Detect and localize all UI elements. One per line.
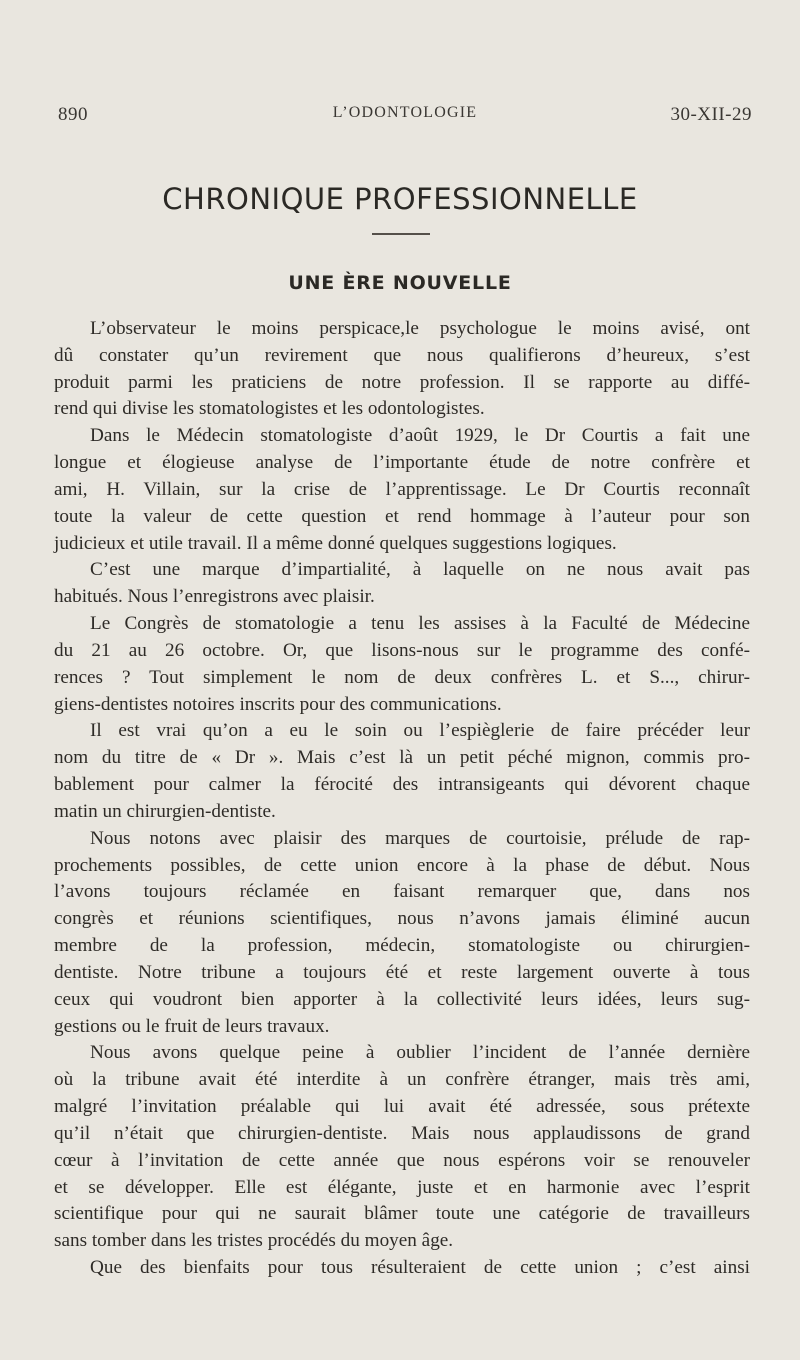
issue-date: 30-XII-29 [670,104,752,125]
text-line: prochements possibles, de cette union encore à la phase de début. Nous [54,854,750,876]
text-line: L’observateur le moins perspicace,le psychologue le moins avisé, ont [90,318,750,339]
text-line: Dans le Médecin stomatologiste d’août 1929, le Dr Courtis a fait une [90,425,750,447]
text-line: Nous avons quelque peine à oublier l’incident de l’année dernière [90,1042,750,1064]
text-line: produit parmi les praticiens de notre profession. Il se rapporte au diffé- [54,371,750,393]
article-body [54,316,750,1282]
text-line: giens-dentistes notoires inscrits pour des communications. [54,693,502,715]
text-line: l’avons toujours réclamée en faisant remarquer que, dans nos [54,881,750,903]
text-line: cœur à l’invitation de cette année que nous espérons voir se renouveler [54,1149,750,1171]
text-line: ami, H. Villain, sur la crise de l’apprentissage. Le Dr Courtis reconnaît [54,478,750,500]
text-line: dentiste. Notre tribune a toujours été et reste largement ouverte à tous [54,961,750,983]
text-line: bablement pour calmer la férocité des intransigeants qui dévorent chaque [54,774,750,796]
text-line: dû constater qu’un revirement que nous qualifierons d’heureux, s’est [54,344,750,366]
text-line: qu’il n’était que chirurgien-dentiste. Mais nous applaudissons de grand [54,1122,750,1144]
text-line: habitués. Nous l’enregistrons avec plaisir. [54,586,375,608]
text-line: gestions ou le fruit de leurs travaux. [54,1015,330,1037]
text-line: où la tribune avait été interdite à un confrère étranger, mais très ami, [54,1069,750,1091]
text-line: rences ? Tout simplement le nom de deux confrères L. et S..., chirur- [54,666,750,688]
text-line: scientifique pour qui ne saurait blâmer toute une catégorie de travailleurs [54,1203,750,1225]
text-line: sans tomber dans les tristes procédés du moyen âge. [54,1230,454,1252]
section-title: CHRONIQUE PROFESSIONNELLE [162,182,638,216]
text-line: du 21 au 26 octobre. Or, que lisons-nous sur le programme des confé- [54,639,750,661]
text-line: longue et élogieuse analyse de l’importante étude de notre confrère et [54,452,750,474]
text-line: Le Congrès de stomatologie a tenu les assises à la Faculté de Médecine [90,613,750,635]
page-number: 890 [58,104,88,125]
text-line: rend qui divise les stomatologistes et les odontologistes. [54,398,485,420]
journal-title: L’ODONTOLOGIE [332,104,478,121]
text-line: judicieux et utile travail. Il a même donné quelques suggestions logiques. [54,532,617,554]
text-line: Que des bienfaits pour tous résulteraient de cette union ; c’est ainsi [90,1256,750,1278]
text-line: nom du titre de « Dr ». Mais c’est là un petit péché mignon, commis pro- [54,747,750,769]
text-line: Il est vrai qu’on a eu le soin ou l’espièglerie de faire précéder leur [90,720,750,742]
text-line: C’est une marque d’impartialité, à laquelle on ne nous avait pas [90,559,750,581]
title-divider [372,233,430,235]
text-line: Nous notons avec plaisir des marques de courtoisie, prélude de rap- [90,827,750,849]
text-line: congrès et réunions scientifiques, nous n’avons jamais éliminé aucun [54,908,750,930]
text-line: toute la valeur de cette question et rend hommage à l’auteur pour son [54,505,750,527]
text-line: membre de la profession, médecin, stomatologiste ou chirurgien- [54,935,750,957]
article-title: UNE ÈRE NOUVELLE [288,272,512,294]
text-line: matin un chirurgien-dentiste. [54,800,276,822]
text-line: ceux qui voudront bien apporter à la collectivité leurs idées, leurs sug- [54,988,750,1010]
text-line: et se développer. Elle est élégante, juste et en harmonie avec l’esprit [54,1176,750,1198]
text-line: malgré l’invitation préalable qui lui avait été adressée, sous prétexte [54,1096,750,1118]
running-header [58,104,752,130]
